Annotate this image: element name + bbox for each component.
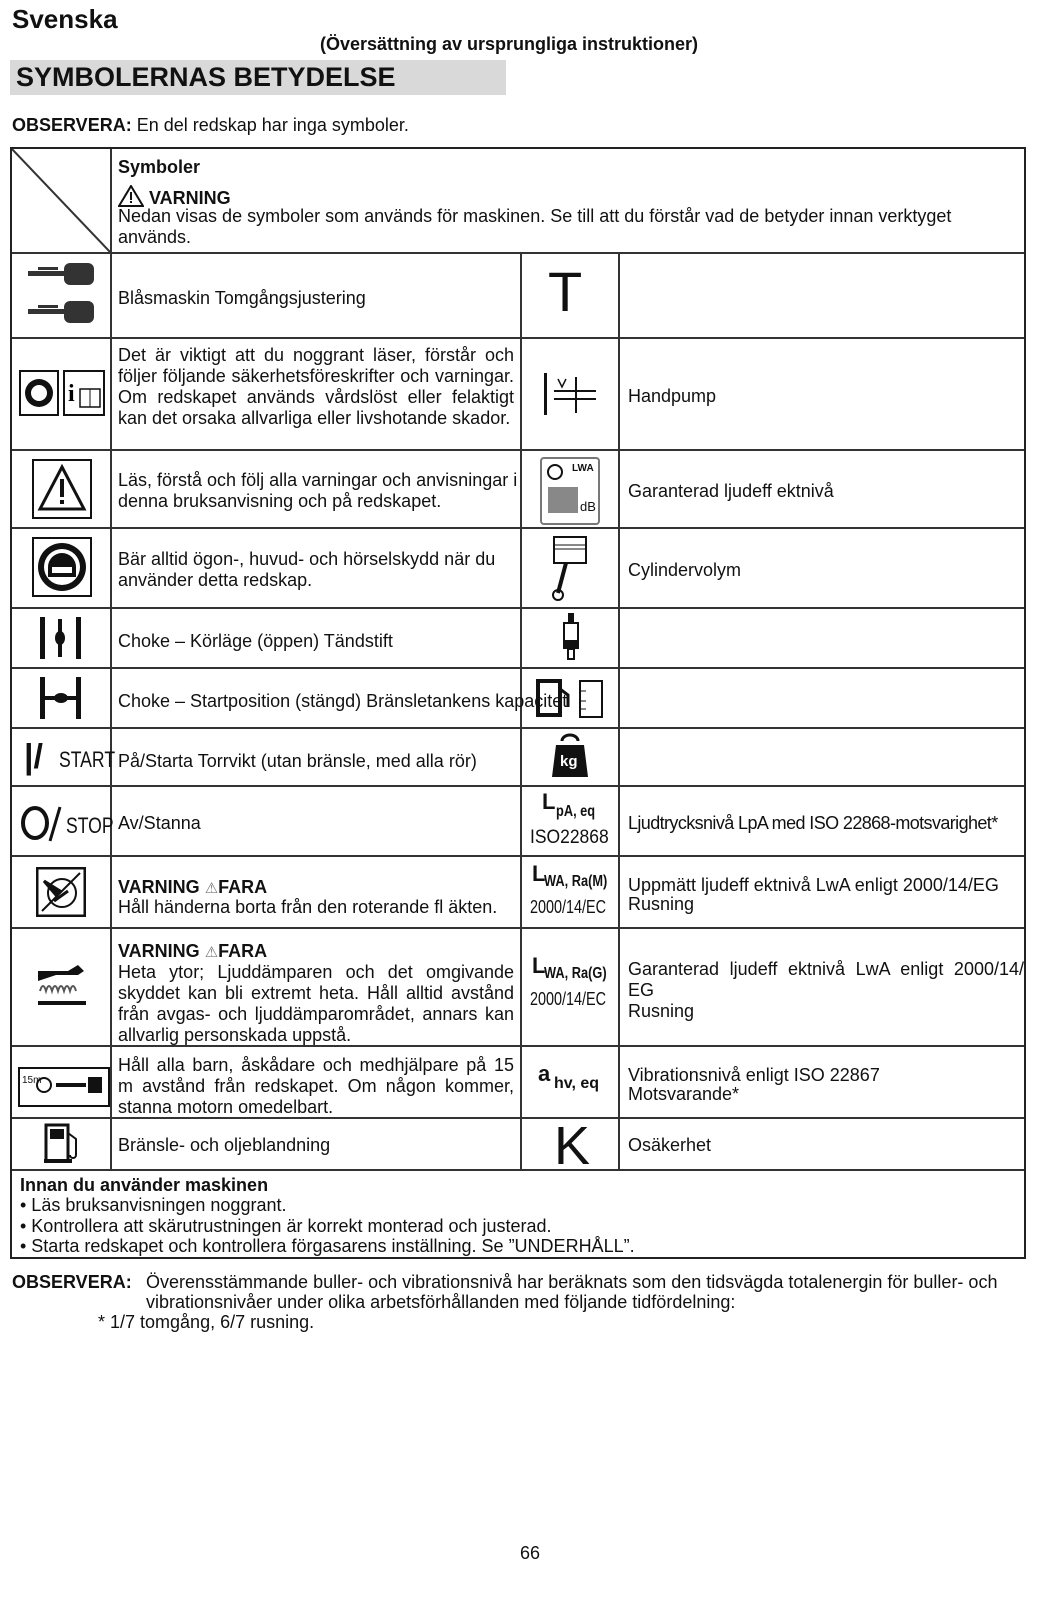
language-label: Svenska [12, 4, 118, 34]
keep-distance-icon: 15m [18, 1067, 110, 1107]
row-choke-open-text: Choke – Körläge (öppen) Tändstift [118, 631, 393, 651]
piston-icon [548, 533, 594, 603]
sound-power-icon: LWA dB [540, 457, 600, 525]
row-warning-text: Läs, förstå och följ alla varningar och anvisningar i denna bruksanvisning och på redskapet. [118, 470, 518, 511]
warning-triangle-icon [32, 459, 92, 519]
intro-warning-label: VARNING [149, 188, 231, 208]
note-bottom-footnote: * 1/7 tomgång, 6/7 rusning. [98, 1312, 315, 1332]
row-choke-closed-text: Choke – Startposition (stängd) Bränsletankens kapacitet [118, 691, 568, 711]
row-vibration-text2: Motsvarande* [628, 1084, 740, 1104]
row-lwam-text2: Rusning [628, 894, 695, 914]
row-lwam-text: Uppmätt ljudeff ektnivå LwA enligt 2000/14/EG [628, 875, 999, 895]
note-bottom-label: OBSERVERA: [12, 1272, 132, 1292]
spark-plug-icon [560, 611, 582, 663]
uncertainty-k-icon: K [554, 1116, 591, 1176]
before-use-item: • Kontrollera att skärutrustningen är korrekt monterad och justerad. [20, 1216, 552, 1236]
intro-heading: Symboler [118, 157, 201, 177]
note-top-label: OBSERVERA: [12, 115, 132, 135]
weight-icon: kg [550, 733, 590, 779]
before-use-item: • Starta redskapet och kontrollera förgasarens inställning. Se ”UNDERHÅLL”. [20, 1236, 635, 1256]
row-blower-text: Blåsmaskin Tomgångsjustering [118, 288, 366, 308]
row-k-text: Osäkerhet [628, 1135, 712, 1155]
row-piston-text: Cylindervolym [628, 560, 742, 580]
idle-t-icon: T [548, 260, 583, 323]
row-fuel-text: Bränsle- och oljeblandning [118, 1135, 331, 1155]
subtitle: (Översättning av ursprungliga instruktioner) [320, 34, 699, 54]
page-number: 66 [519, 1543, 541, 1563]
note-bottom-text: Överensstämmande buller- och vibrationsnivå har beräknats som den tidsvägda totalenergin för buller- och vibrationsnivåer under olika arbetsförhållanden med följande tidfördelning: [146, 1272, 998, 1312]
svg-text:i: i [68, 381, 75, 407]
fuel-tank-icon [532, 675, 608, 723]
row-distance-text: Håll alla barn, åskådare och medhjälpare på 15 m avstånd från redskapet. Om någon kommer, stanna motorn omedelbart. [118, 1055, 514, 1117]
note-top-text: En del redskap har inga symboler. [136, 115, 409, 135]
before-use-heading: Innan du använder maskinen [20, 1175, 269, 1195]
lwa-m-icon: L WA, Ra(M) 2000/14/EC [530, 861, 608, 917]
page-title: SYMBOLERNAS BETYDELSE [10, 60, 506, 95]
start-icon: |/ START [24, 738, 116, 776]
choke-open-icon [36, 615, 86, 661]
symbol-table [10, 147, 1026, 1259]
note-bottom [12, 1272, 1022, 1332]
row-lwag-text2: Rusning [628, 1001, 695, 1021]
note-top [12, 115, 409, 136]
warning-triangle-icon [118, 185, 144, 207]
row-read-text: Det är viktigt att du noggrant läser, förstår och följer följande säkerhetsföreskrifter och varningar. Om redskapet används vårdslöst eller felaktigt kan det orsaka allvarliga eller livshotande skador. [118, 345, 514, 428]
row-hot-text: Heta ytor; Ljuddämparen och det omgivande skyddet kan bli extremt heta. Håll alltid avstånd från avgas- och ljuddämparområdet, annars kan allvarlig personskada uppstå. [118, 962, 514, 1045]
row-vibration-text: Vibrationsnivå enligt ISO 22867 [628, 1065, 880, 1085]
row-lpa-text: Ljudtrycksnivå LpA med ISO 22868-motsvarighet* [628, 813, 998, 833]
lwa-g-icon: L WA, Ra(G) 2000/14/EC [530, 953, 607, 1009]
choke-closed-icon [36, 675, 86, 721]
row-stop-text: Av/Stanna [118, 813, 201, 833]
protective-gear-icon [32, 537, 92, 597]
row-lwag-text: Garanterad ljudeff ektnivå LwA enligt 2000/14/ EG [628, 959, 1024, 1000]
read-manual-icon [18, 367, 106, 421]
row-soundpower-text: Garanterad ljudeff ektnivå [628, 481, 834, 501]
stop-icon: STOP [20, 803, 110, 843]
row-blade-title: VARNING ⚠FARA [118, 877, 268, 897]
row-start-text: På/Starta Torrvikt (utan bränsle, med alla rör) [118, 751, 477, 771]
intro-text: Nedan visas de symboler som används för maskinen. Se till att du förstår vad de betyder innan verktyget används. [118, 206, 952, 247]
row-hot-title: VARNING ⚠FARA [118, 941, 268, 961]
fuel-mix-icon [42, 1123, 84, 1165]
row-handpump-text: Handpump [628, 386, 717, 406]
row-blade-text: Håll händerna borta från den roterande fl äkten. [118, 897, 498, 917]
row-gear-text: Bär alltid ögon-, huvud- och hörselskydd när du använder detta redskap. [118, 549, 496, 590]
hot-surface-icon [34, 961, 90, 1017]
lpa-icon: L pA, eq ISO22868 [530, 789, 609, 848]
vibration-icon: a hv, eq [538, 1061, 600, 1092]
blower-icon [24, 259, 102, 331]
rotating-blade-icon [36, 867, 86, 917]
empty-corner-diagonal [12, 149, 110, 252]
before-use-item: • Läs bruksanvisningen noggrant. [20, 1195, 287, 1215]
hand-pump-icon [540, 369, 600, 419]
